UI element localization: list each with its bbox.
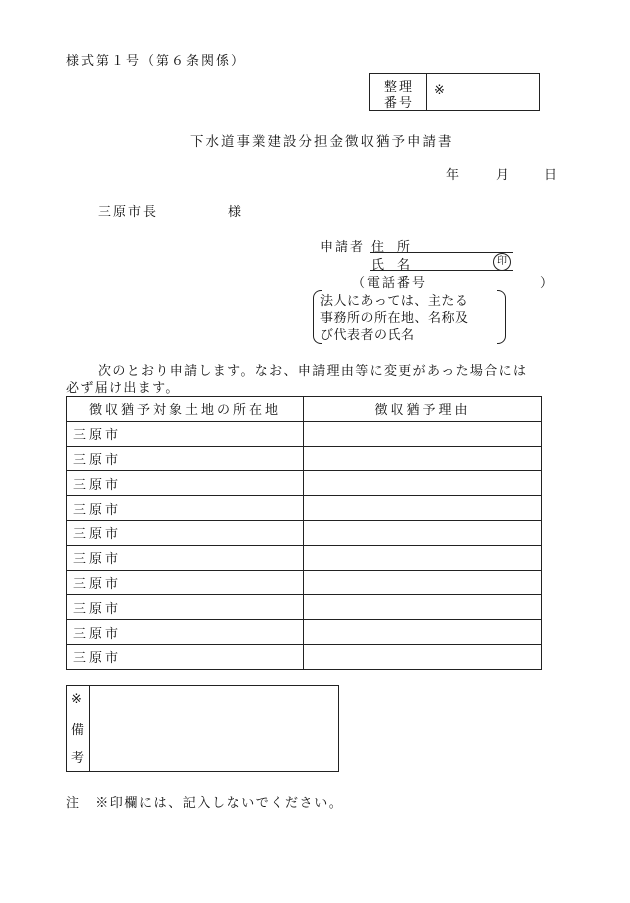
header-location: 徴収猶予対象土地の所在地 (67, 397, 304, 422)
corporate-note-line3: び代表者の氏名 (320, 328, 415, 343)
reason-cell (304, 620, 542, 645)
reference-label-cell (370, 74, 427, 110)
address-underline (370, 252, 513, 253)
table-row (67, 496, 542, 521)
location-cell: 三原市 (67, 644, 304, 669)
table-row (67, 620, 542, 645)
footnote: 注 ※印欄には、記入しないでください。 (66, 796, 344, 811)
remarks-mark: ※ (71, 692, 82, 707)
location-cell: 三原市 (67, 520, 304, 545)
remarks-box (66, 685, 339, 772)
date-year: 年 (446, 168, 460, 183)
reference-label-line2: 番号 (384, 96, 415, 111)
date-month: 月 (496, 168, 510, 183)
table-row (67, 570, 542, 595)
reason-cell (304, 644, 542, 669)
reason-cell (304, 545, 542, 570)
table-row (67, 471, 542, 496)
reason-cell (304, 471, 542, 496)
phone-label: （電話番号 (352, 276, 428, 291)
phone-close: ） (540, 276, 554, 291)
remarks-label-cell (67, 686, 90, 771)
table-row (67, 595, 542, 620)
location-cell: 三原市 (67, 545, 304, 570)
header-reason: 徴収猶予理由 (304, 397, 542, 422)
reason-cell (304, 446, 542, 471)
note-right-bracket (497, 290, 506, 344)
location-cell: 三原市 (67, 595, 304, 620)
remarks-label-char1: 備 (71, 723, 85, 738)
name-underline (370, 270, 513, 271)
page-title: 下水道事業建設分担金徴収猶予申請書 (190, 134, 454, 150)
reason-cell (304, 520, 542, 545)
body-text-line1: 次のとおり申請します。なお、申請理由等に変更があった場合には (98, 364, 528, 379)
address-label: 住 所 (371, 240, 411, 255)
corporate-note-line1: 法人にあっては、主たる (320, 294, 469, 309)
location-cell: 三原市 (67, 421, 304, 446)
application-table (66, 396, 542, 670)
location-cell: 三原市 (67, 446, 304, 471)
reason-cell (304, 570, 542, 595)
corporate-note-line2: 事務所の所在地、名称及 (320, 311, 469, 326)
reason-cell (304, 421, 542, 446)
location-cell: 三原市 (67, 570, 304, 595)
location-cell: 三原市 (67, 471, 304, 496)
name-label: 氏 名 (371, 258, 411, 273)
table-row (67, 446, 542, 471)
date-day: 日 (544, 168, 558, 183)
reason-cell (304, 496, 542, 521)
reason-cell (304, 595, 542, 620)
reference-label-line1: 整理 (384, 80, 415, 95)
reference-mark: ※ (434, 83, 445, 98)
table-row (67, 644, 542, 669)
location-cell: 三原市 (67, 620, 304, 645)
location-cell: 三原市 (67, 496, 304, 521)
table-row (67, 545, 542, 570)
table-row (67, 520, 542, 545)
table-row (67, 421, 542, 446)
addressee-honorific: 様 (228, 205, 242, 220)
reference-number-box (369, 73, 540, 111)
table-header-row (67, 397, 542, 422)
addressee-name: 三原市長 (98, 205, 159, 220)
body-text-line2: 必ず届け出ます。 (66, 381, 180, 396)
remarks-label-char2: 考 (71, 751, 85, 766)
applicant-label: 申請者 (320, 240, 366, 255)
seal-mark: 印 (493, 253, 511, 271)
form-number: 様式第１号（第６条関係） (66, 54, 247, 69)
